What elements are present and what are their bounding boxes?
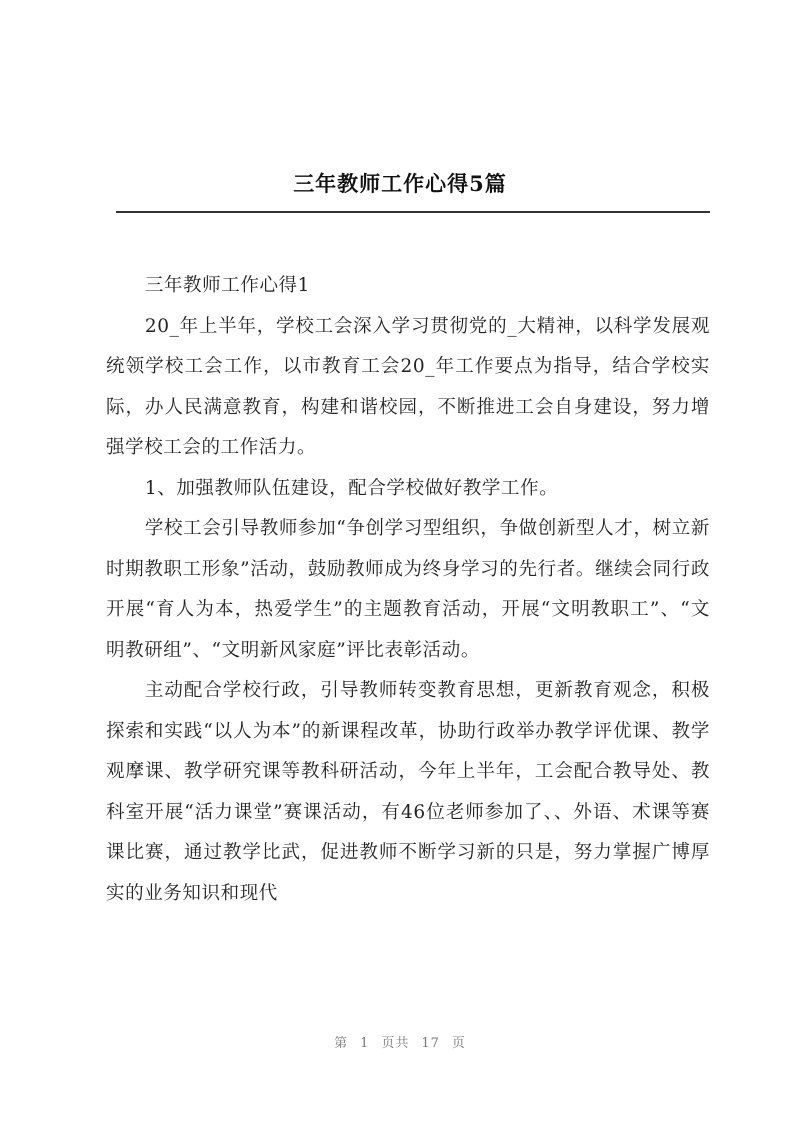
body-paragraph: 主动配合学校行政，引导教师转变教育思想，更新教育观念，积极探索和实践“以人为本”的新课程改革，协助行政举办教学评优课、教学观摩课、教学研究课等教科研活动，今年上半年，工会配合教导处、教科室开展“活力课堂”赛课活动，有46位老师参加了、、外语、术课等赛课比赛，通过教学比武，促进教师不断学习新的只是，努力掌握广博厚实的业务知识和现代 — [106, 680, 710, 904]
title-divider — [116, 211, 710, 213]
current-page-number: 1 — [360, 1036, 370, 1051]
page-label-prefix: 第 — [334, 1036, 349, 1051]
body-paragraph: 20_年上半年，学校工会深入学习贯彻党的_大精神，以科学发展观统领学校工会工作，以市教育工会20_年工作要点为指导，结合学校实际，办人民满意教育，构建和谐校园，不断推进工会自身建设，努力增强学校工会的工作活力。 — [106, 315, 710, 458]
page-footer — [0, 1032, 800, 1051]
document-title: 三年教师工作心得5篇 — [293, 171, 507, 196]
document-body — [106, 266, 710, 914]
subsection-heading: 1、加强教师队伍建设，配合学校做好教学工作。 — [144, 477, 559, 499]
body-paragraph: 学校工会引导教师参加“争创学习型组织，争做创新型人才，树立新时期教职工形象”活动，鼓励教师成为终身学习的先行者。继续会同行政开展“育人为本，热爱学生”的主题教育活动，开展“文明教职工”、“文明教研组”、“文明新风家庭”评比表彰活动。 — [106, 518, 710, 661]
total-pages-number: 17 — [421, 1036, 440, 1051]
section-heading: 三年教师工作心得1 — [144, 275, 311, 296]
page-label-suffix: 页 — [451, 1036, 466, 1051]
page-label-middle: 页共 — [381, 1036, 410, 1051]
